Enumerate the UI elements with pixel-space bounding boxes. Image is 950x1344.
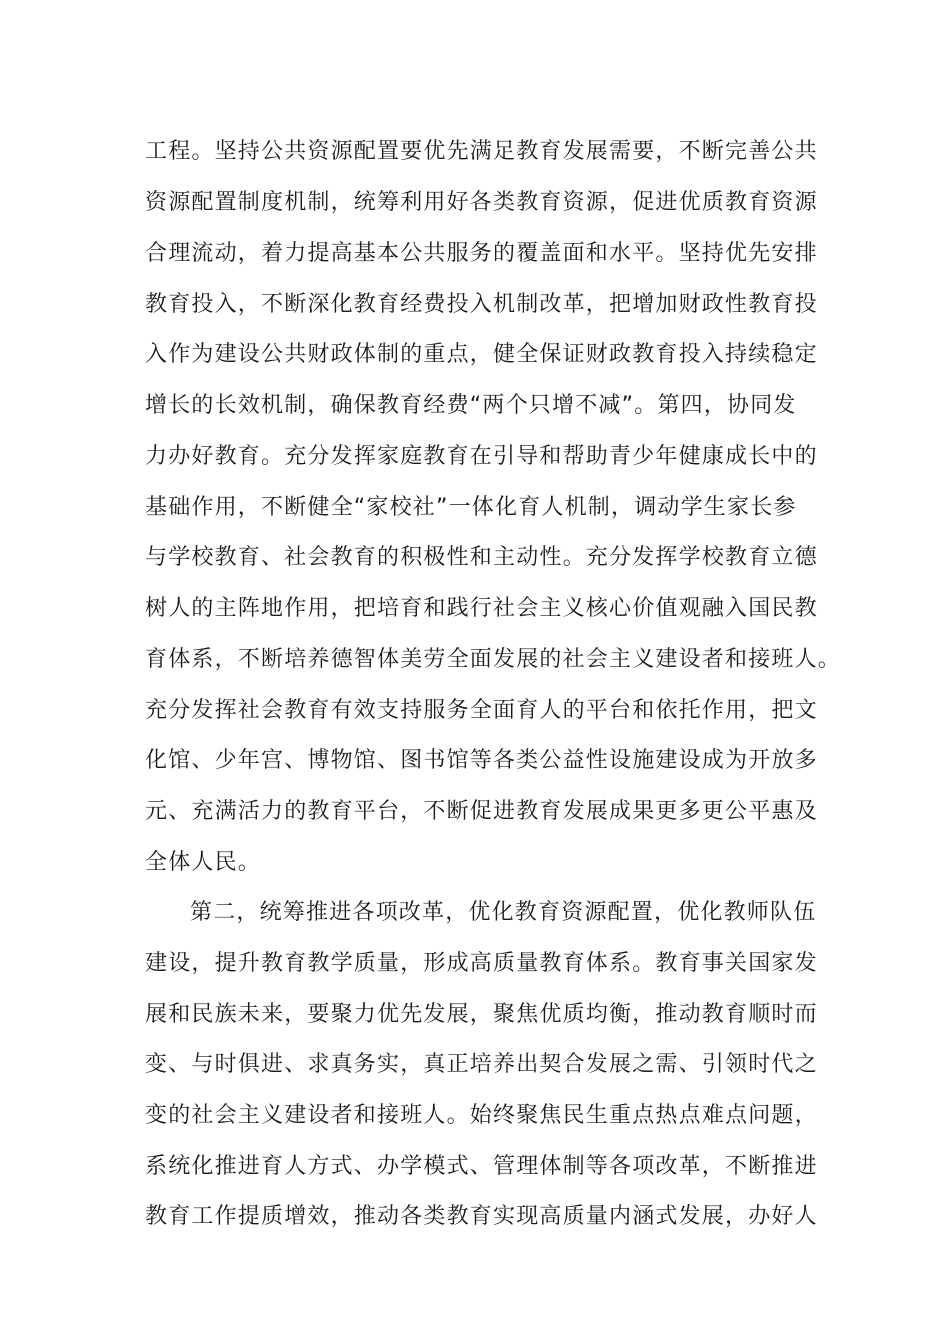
text-line: 合理流动，着力提高基本公共服务的覆盖面和水平。坚持优先安排 [145, 241, 818, 266]
text-line: 展和民族未来，要聚力优先发展，聚焦优质均衡，推动教育顺时而 [145, 1002, 818, 1027]
text-line: 教育投入，不断深化教育经费投入机制改革，把增加财政性教育投 [145, 292, 818, 317]
text-line: 基础作用，不断健全“家校社”一体化育人机制，调动学生家长参 [145, 495, 797, 520]
text-line: 教育工作提质增效，推动各类教育实现高质量内涵式发展，办好人 [145, 1204, 818, 1229]
text-line: 系统化推进育人方式、办学模式、管理体制等各项改革，不断推进 [145, 1154, 818, 1179]
text-line: 全体人民。 [145, 850, 262, 875]
text-line: 增长的长效机制，确保教育经费“两个只增不减”。第四，协同发 [145, 393, 797, 418]
text-line: 化馆、少年宫、博物馆、图书馆等各类公益性设施建设成为开放多 [145, 748, 818, 773]
text-line: 充分发挥社会教育有效支持服务全面育人的平台和依托作用，把文 [145, 698, 818, 723]
text-line: 力办好教育。充分发挥家庭教育在引导和帮助青少年健康成长中的 [145, 444, 818, 469]
paragraph-first-line: 第二，统筹推进各项改革，优化教育资源配置，优化教师队伍 [190, 900, 817, 925]
text-line: 树人的主阵地作用，把培育和践行社会主义核心价值观融入国民教 [145, 596, 818, 621]
text-line: 变、与时俱进、求真务实，真正培养出契合发展之需、引领时代之 [145, 1052, 818, 1077]
text-line: 建设，提升教育教学质量，形成高质量教育体系。教育事关国家发 [145, 951, 818, 976]
text-line: 元、充满活力的教育平台，不断促进教育发展成果更多更公平惠及 [145, 799, 818, 824]
text-line: 入作为建设公共财政体制的重点，健全保证财政教育投入持续稳定 [145, 342, 818, 367]
text-line: 变的社会主义建设者和接班人。始终聚焦民生重点热点难点问题， [145, 1103, 818, 1128]
text-line: 资源配置制度机制，统筹利用好各类教育资源，促进优质教育资源 [145, 190, 818, 215]
text-line: 与学校教育、社会教育的积极性和主动性。充分发挥学校教育立德 [145, 545, 818, 570]
text-line: 工程。坚持公共资源配置要优先满足教育发展需要，不断完善公共 [145, 139, 818, 164]
text-line: 育体系，不断培养德智体美劳全面发展的社会主义建设者和接班人。 [145, 647, 842, 672]
